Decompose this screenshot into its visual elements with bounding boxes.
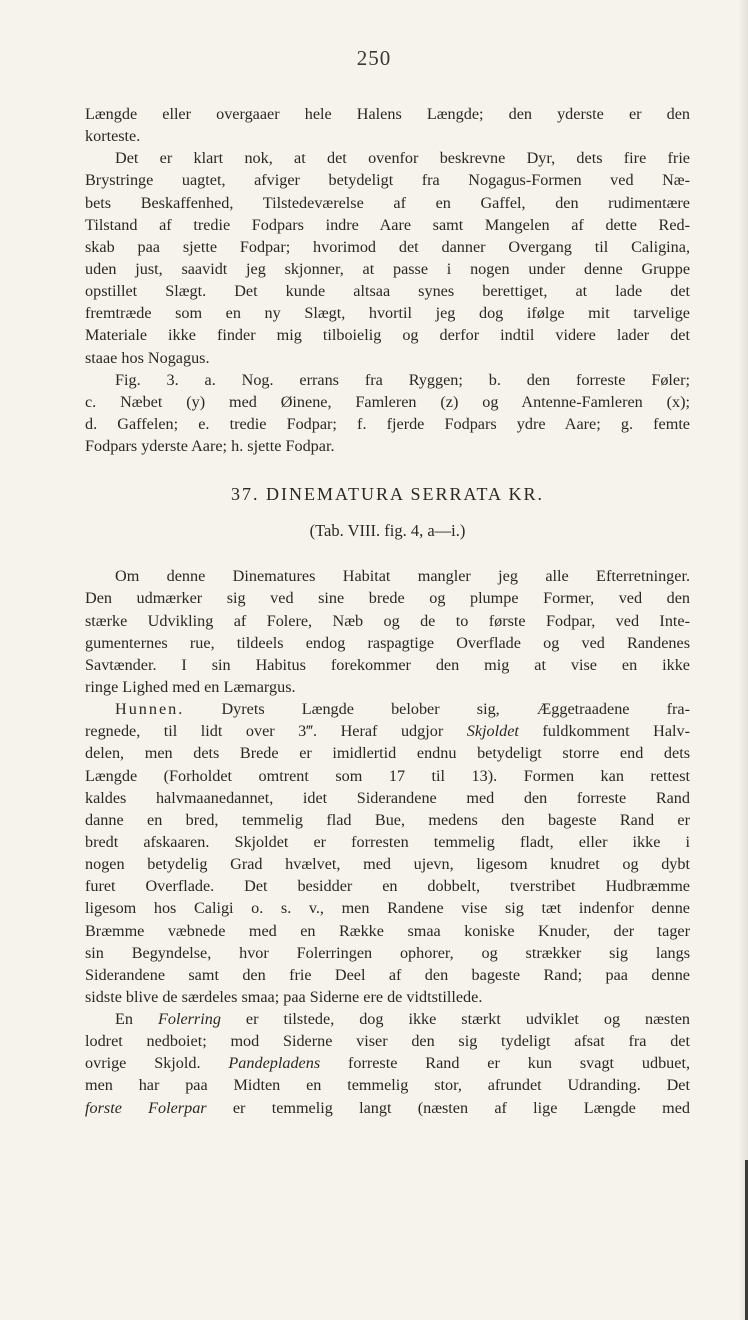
text-line [85,1052,690,1074]
text-span: er tilstede, dog ikke stærkt udviklet og næsten [220,1010,690,1029]
text-line: Om denne Dinematures Habitat mangler jeg alle Efterretninger. [115,567,690,586]
paragraph-habitat [85,565,690,698]
text-line: c. Næbet (y) med Øinene, Famleren (z) og Antenne-Famleren (x); [85,392,690,411]
text-span: er temmelig langt (næsten af lige Længde med [206,1098,690,1117]
text-span: En [115,1010,158,1029]
text-line: fremtræde som en ny Slægt, hvortil jeg dog ifølge mit tarvelige [85,304,690,323]
italic-term: Pandepladens [228,1054,321,1073]
text-line: men har paa Midten en temmelig stor, afrundet Udranding. Det [85,1076,690,1095]
text-line: Den udmærker sig ved sine brede og plumpe Former, ved den [85,589,690,608]
text-line: danne en bred, temmelig flad Bue, medens den bageste Rand er [85,810,690,829]
text-line: Længde eller overgaaer hele Halens Længde; den yderste er den [85,105,690,123]
text-line: kaldes halvmaanedannet, idet Siderandene med den forreste Rand [85,788,690,807]
figure-caption [85,369,690,458]
text-line: stærke Udvikling af Folere, Næb og de to første Fodpar, ved Inte- [85,611,690,630]
text-line: ringe Lighed med en Læmargus. [85,677,296,696]
text-line: skab paa sjette Fodpar; hvorimod det danner Overgang til Caligina, [85,237,690,256]
text-line: lodret nedboiet; mod Siderne viser den sig tydeligt afsat fra det [85,1032,690,1051]
text-line [85,1097,690,1119]
page-body [85,103,690,1119]
text-line: Længde (Forholdet omtrent som 17 til 13). Formen kan rettest [85,766,690,785]
italic-term: forste Folerpar [85,1098,207,1117]
text-line [85,1008,690,1030]
text-line: Fig. 3. a. Nog. errans fra Ryggen; b. den forreste Føler; [115,370,690,389]
text-line: furet Overflade. Det besidder en dobbelt, tverstribet Hudbræmme [85,877,690,896]
text-span: forreste Rand er kun svagt udbuet, [320,1054,690,1073]
text-line: bets Beskaffenhed, Tilstedeværelse af en Gaffel, den rudimentære [85,193,690,212]
text-line: Savtænder. I sin Habitus forekommer den mig at vise en ikke [85,655,690,674]
italic-term: Skjoldet [466,722,519,741]
text-line: Det er klart nok, at det ovenfor beskrevne Dyr, dets fire frie [115,149,690,168]
text-line [85,720,690,742]
text-line: Brystringe uagtet, afviger betydeligt fra Nogagus-Formen ved Næ- [85,171,690,190]
page-edge-shadow [738,0,748,1320]
text-line: delen, men dets Brede er imidlertid endnu betydeligt storre end dets [85,744,690,763]
text-line: sidste blive de særdeles smaa; paa Siderne ere de vidtstillede. [85,987,483,1006]
text-line: gumenternes rue, tildeels endog raspagtige Overflade og ved Randenes [85,633,690,652]
text-span: Dyrets Længde belober sig, Æggetraadene fra- [184,700,690,719]
text-line: Materiale ikke finder mig tilboielig og derfor indtil videre lader det [85,326,690,345]
text-line [85,698,690,720]
paragraph-2 [85,147,690,368]
text-line: Fodpars yderste Aare; h. sjette Fodpar. [85,437,335,456]
text-line: korteste. [85,127,141,146]
text-line: Tilstand af tredie Fodpars indre Aare samt Mangelen af dette Red- [85,215,690,234]
page-number: 250 [356,46,392,70]
paragraph-antenna [85,1008,690,1119]
section-title: 37. DINEMATURA SERRATA KR. [230,484,545,505]
paragraph-1 [85,103,690,147]
text-line: bredt afskaaren. Skjoldet er forresten temmelig fladt, eller ikke i [85,832,690,851]
section-reference: (Tab. VIII. fig. 4, a—i.) [309,521,466,541]
italic-term: Folerring [157,1010,221,1029]
text-line: sin Begyndelse, hvor Folerringen ophorer, og strækker sig langs [85,943,690,962]
text-span: regnede, til lidt over 3‴. Heraf udgjor [85,722,467,741]
text-line: nogen betydelig Grad hvælvet, med ujevn, ligesom knudret og dybt [85,855,690,874]
text-line: d. Gaffelen; e. tredie Fodpar; f. fjerde Fodpars ydre Aare; g. femte [85,414,690,433]
text-span: fuldkomment Halv- [518,722,690,741]
text-line: ligesom hos Caligi o. s. v., men Randene vise sig tæt indenfor denne [85,899,690,918]
text-line: staae hos Nogagus. [85,348,210,367]
text-line: Bræmme væbnede med en Række smaa koniske Knuder, der tager [85,921,690,940]
text-line: Siderandene samt den frie Deel af den bageste Rand; paa denne [85,965,690,984]
text-line: opstillet Slægt. Det kunde altsaa synes berettiget, at lade det [85,282,690,301]
paragraph-female [85,698,690,1008]
text-line: uden just, saavidt jeg skjonner, at passe i nogen under denne Gruppe [85,259,690,278]
spaced-heading: Hunnen. [115,700,185,719]
text-span: ovrige Skjold. [85,1054,229,1073]
